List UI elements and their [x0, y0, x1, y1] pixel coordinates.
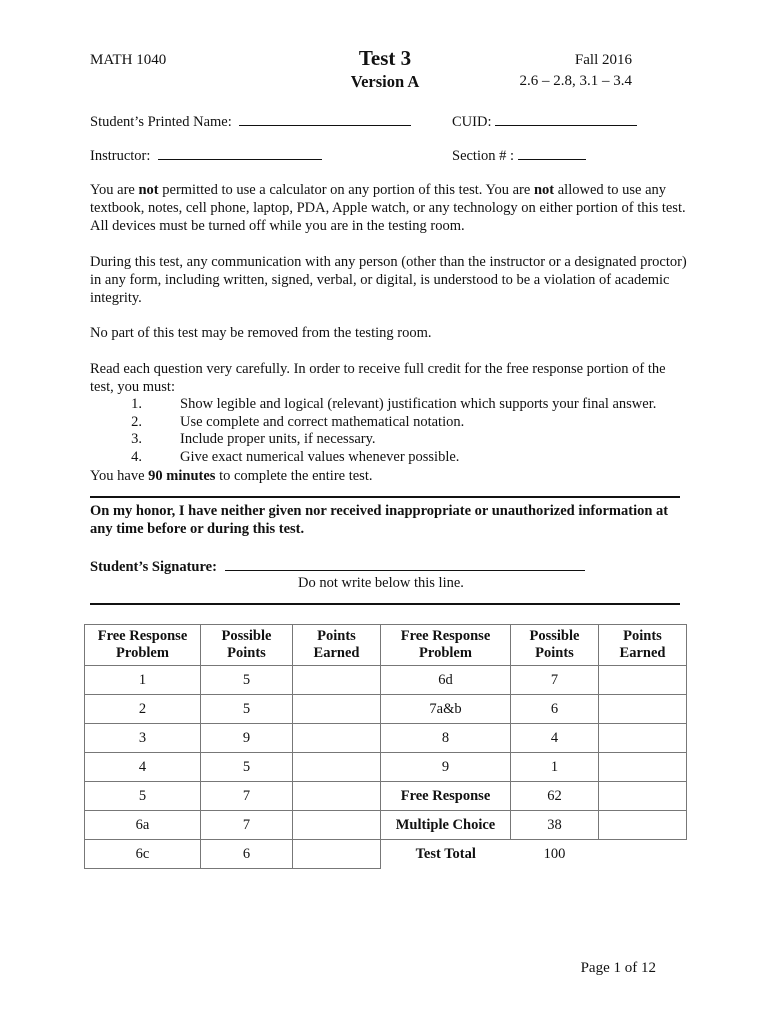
table-row [85, 753, 687, 782]
free-response-total-label: Free Response [381, 782, 511, 811]
possible-points-cell: 5 [201, 666, 293, 695]
list-text: Show legible and logical (relevant) justification which supports your final answer. [180, 396, 657, 412]
problem-cell: 8 [381, 724, 511, 753]
table-header-row [85, 625, 687, 666]
column-header: Free Response Problem [381, 625, 511, 666]
points-earned-cell[interactable] [599, 753, 687, 782]
possible-points-cell: 4 [511, 724, 599, 753]
section-field [452, 146, 586, 165]
problem-cell: 6c [85, 840, 201, 869]
honor-statement: On my honor, I have neither given nor received inappropriate or unauthorized information at any time before or during this test. [90, 503, 669, 537]
requirements-list [90, 396, 690, 466]
list-item [90, 431, 690, 449]
time-duration: 90 minutes [148, 468, 216, 484]
problem-cell: 5 [85, 782, 201, 811]
list-item [90, 449, 690, 467]
list-text: Give exact numerical values whenever possible. [180, 448, 460, 465]
section-label: Section # : [452, 148, 515, 164]
points-earned-cell[interactable] [293, 840, 381, 869]
cuid-label: CUID: [452, 114, 492, 130]
table-row [85, 666, 687, 695]
instructions-paragraph-1 [90, 181, 690, 235]
p1-not-1: not [138, 182, 159, 198]
instructions-paragraph-3 [90, 324, 690, 342]
p4-text: Read each question very carefully. In order to receive full credit for the free response portion of the test, you must: [90, 361, 666, 395]
table-row [85, 840, 687, 869]
signature-label: Student’s Signature: [90, 559, 217, 575]
p1-not-2: not [533, 182, 555, 198]
p2-text: During this test, any communication with any person (other than the instructor or a designated proctor) in any form, including written, signed, verbal, or digital, is understood to be a violation of academic integrity. [90, 254, 687, 306]
column-header: Free Response Problem [85, 625, 201, 666]
possible-points-cell: 5 [201, 695, 293, 724]
points-earned-cell[interactable] [599, 811, 687, 840]
section-blank[interactable] [518, 146, 586, 160]
possible-points-cell: 7 [201, 811, 293, 840]
test-total-points: 100 [511, 840, 599, 869]
test-total-label: Test Total [381, 840, 511, 869]
signature-field [90, 557, 585, 576]
page-number: Page 1 of 12 [580, 960, 656, 976]
divider-top [90, 496, 680, 498]
points-earned-cell[interactable] [599, 666, 687, 695]
term: Fall 2016 [574, 52, 632, 68]
possible-points-cell: 7 [511, 666, 599, 695]
list-number: 2. [131, 413, 142, 430]
points-earned-cell[interactable] [293, 753, 381, 782]
student-name-field [90, 112, 411, 131]
possible-points-cell: 1 [511, 753, 599, 782]
possible-points-cell: 5 [201, 753, 293, 782]
problem-cell: 9 [381, 753, 511, 782]
problem-cell: 6d [381, 666, 511, 695]
list-text: Use complete and correct mathematical notation. [180, 413, 465, 430]
table-row [85, 811, 687, 840]
possible-points-cell: 38 [511, 811, 599, 840]
instructor-field [90, 146, 322, 165]
instructor-label: Instructor: [90, 148, 151, 164]
possible-points-cell: 6 [201, 840, 293, 869]
column-header: Points Earned [293, 625, 381, 666]
p1-text-a: You are [90, 182, 139, 198]
test-title: Test 3 [358, 46, 412, 70]
divider-bottom [90, 603, 680, 605]
problem-cell: 4 [85, 753, 201, 782]
points-earned-cell[interactable] [599, 724, 687, 753]
list-number: 3. [131, 431, 142, 447]
points-earned-cell[interactable] [599, 782, 687, 811]
list-number: 4. [131, 448, 142, 465]
student-name-blank[interactable] [239, 112, 411, 126]
possible-points-cell: 6 [511, 695, 599, 724]
table-row [85, 695, 687, 724]
time-text-a: You have [90, 468, 149, 484]
cuid-field [452, 112, 637, 131]
points-earned-cell[interactable] [293, 811, 381, 840]
problem-cell: 3 [85, 724, 201, 753]
problem-cell: 6a [85, 811, 201, 840]
test-version: Version A [350, 72, 420, 91]
course-code: MATH 1040 [90, 52, 167, 68]
list-item [90, 414, 690, 432]
do-not-write-note: Do not write below this line. [298, 575, 464, 591]
student-name-label: Student’s Printed Name: [90, 114, 232, 130]
p3-text: No part of this test may be removed from the testing room. [90, 325, 432, 341]
possible-points-cell: 7 [201, 782, 293, 811]
list-number: 1. [131, 396, 142, 412]
column-header: Possible Points [511, 625, 599, 666]
points-earned-cell[interactable] [293, 724, 381, 753]
points-earned-cell[interactable] [293, 695, 381, 724]
instructions-paragraph-4 [90, 360, 690, 396]
problem-cell: 2 [85, 695, 201, 724]
list-text: Include proper units, if necessary. [180, 431, 376, 447]
p1-text-c: allowed to use any textbook, notes, cell phone, laptop, PDA, Apple watch, or any technology on either portion of this test. All devices must be turned off while you are in the testing room. [90, 182, 686, 234]
p1-text-b: permitted to use a calculator on any portion of this test. You are [158, 182, 534, 198]
instructor-blank[interactable] [158, 146, 322, 160]
table-row [85, 782, 687, 811]
test-total-earned [599, 840, 687, 869]
instructions-paragraph-2 [90, 253, 690, 307]
signature-blank[interactable] [225, 557, 585, 571]
column-header: Possible Points [201, 625, 293, 666]
cuid-blank[interactable] [495, 112, 637, 126]
column-header: Points Earned [599, 625, 687, 666]
multiple-choice-total-label: Multiple Choice [381, 811, 511, 840]
list-item [90, 396, 690, 414]
time-text-b: to complete the entire test. [215, 468, 373, 484]
problem-cell: 7a&b [381, 695, 511, 724]
problem-cell: 1 [85, 666, 201, 695]
points-earned-cell[interactable] [599, 695, 687, 724]
time-limit [90, 467, 690, 485]
points-earned-cell[interactable] [293, 782, 381, 811]
possible-points-cell: 9 [201, 724, 293, 753]
table-row [85, 724, 687, 753]
possible-points-cell: 62 [511, 782, 599, 811]
covered-sections: 2.6 – 2.8, 3.1 – 3.4 [519, 73, 632, 89]
points-earned-cell[interactable] [293, 666, 381, 695]
grade-table [84, 624, 687, 869]
